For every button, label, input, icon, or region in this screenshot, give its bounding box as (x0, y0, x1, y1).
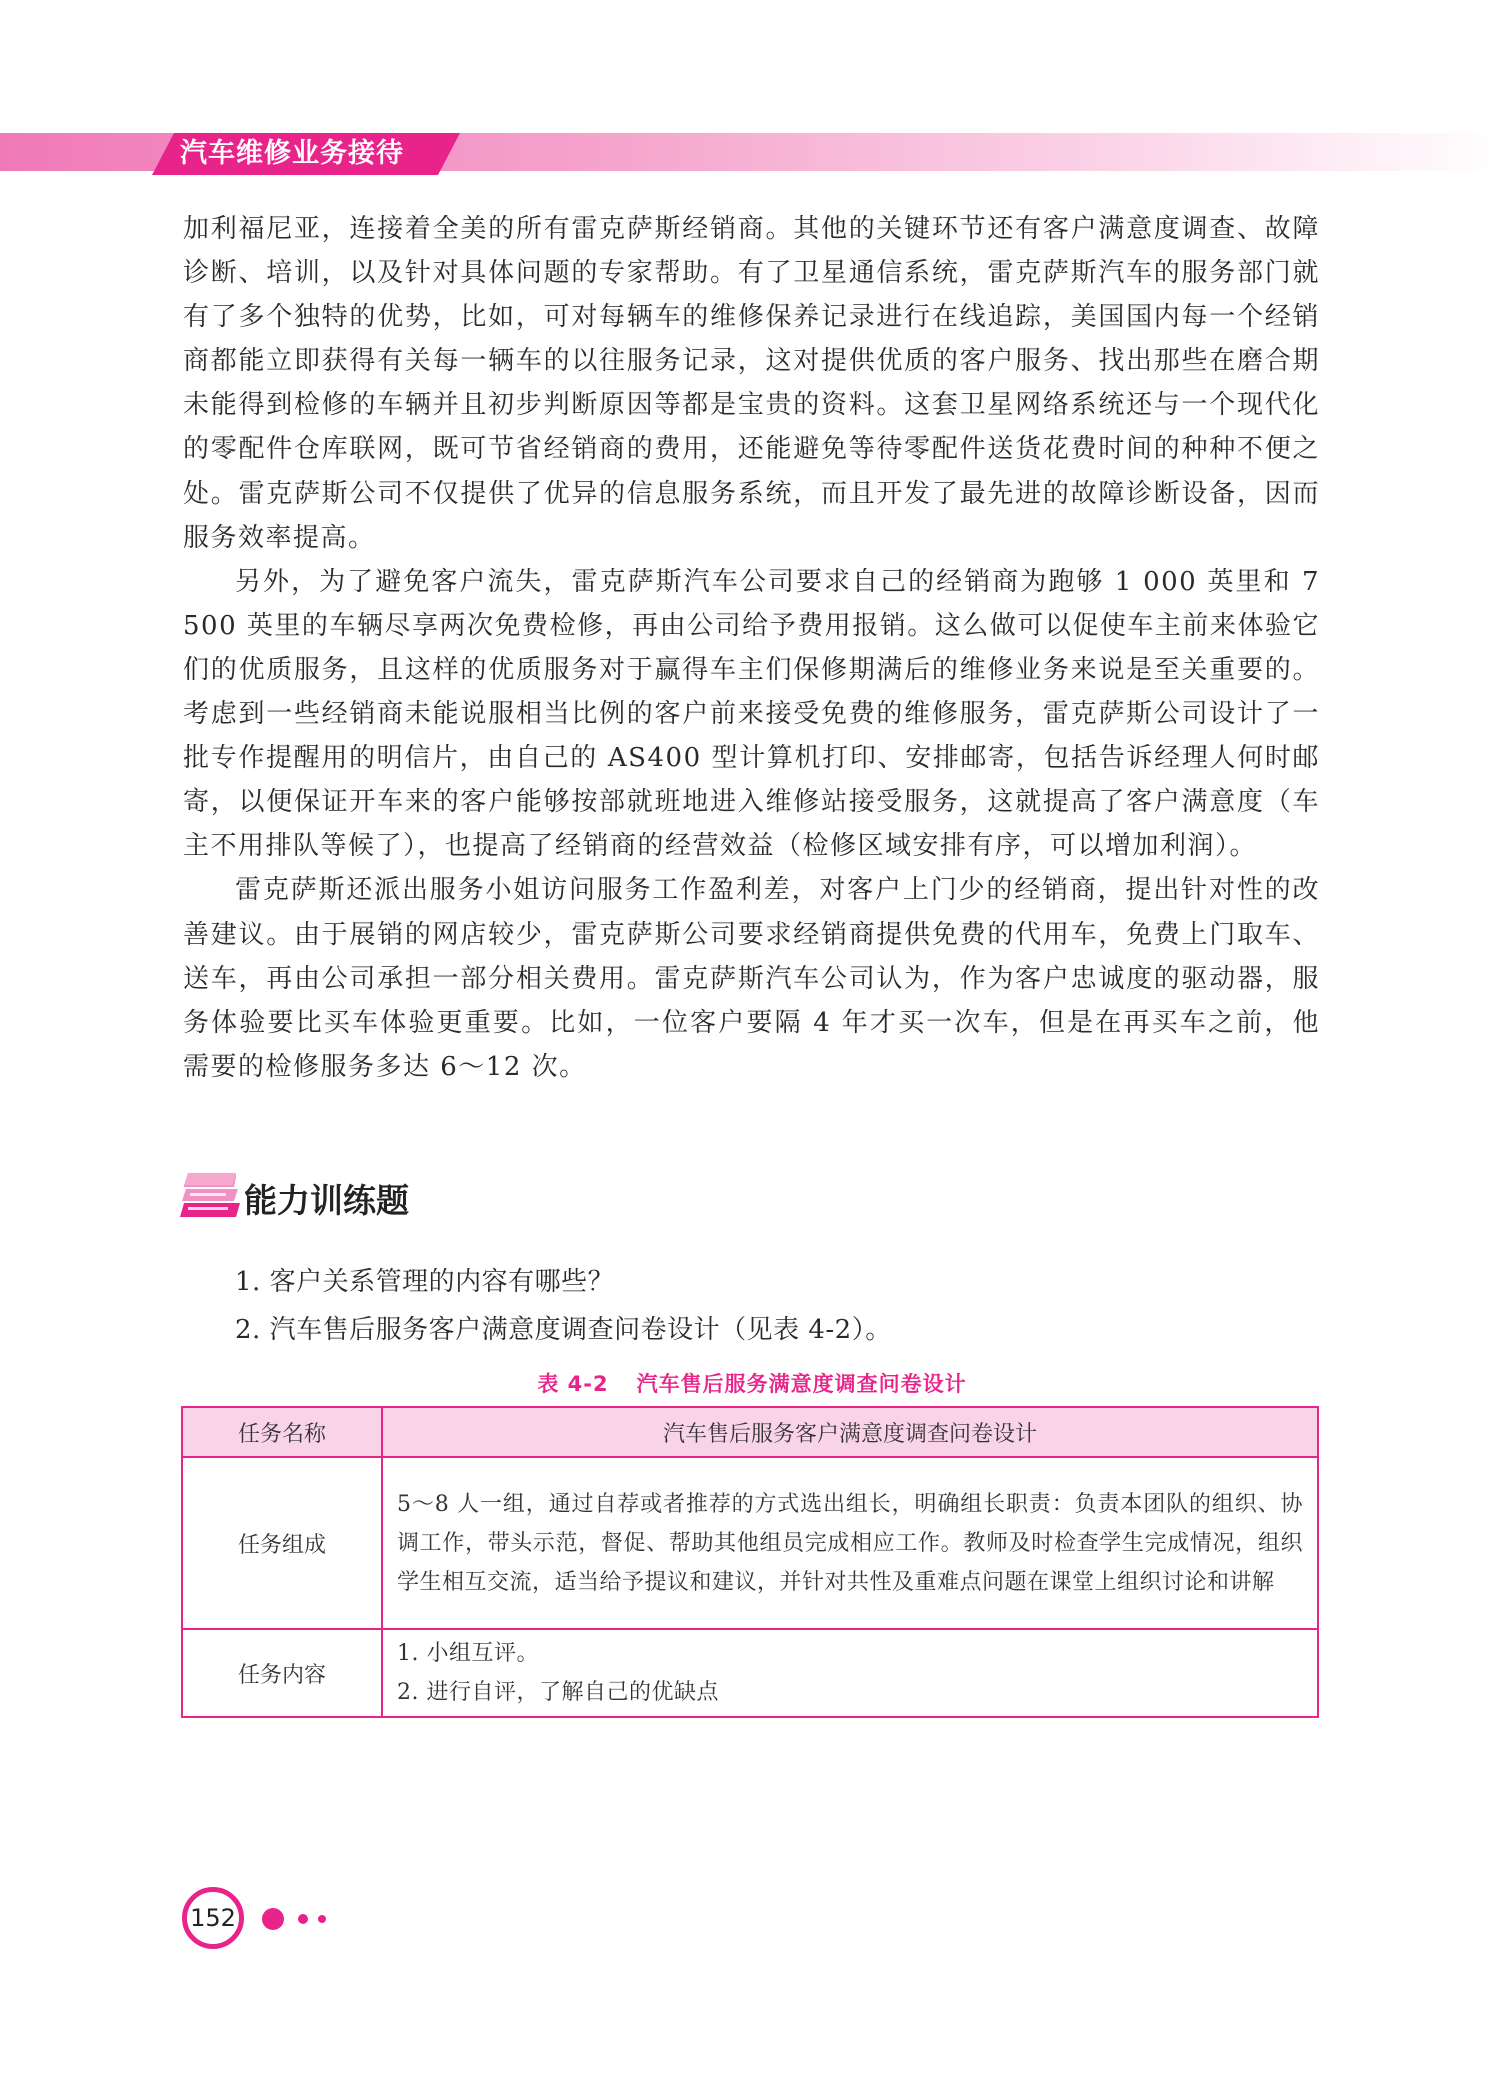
row-label: 任务内容 (182, 1629, 382, 1717)
row-content (382, 1629, 1318, 1717)
question-list (235, 1258, 892, 1354)
dot-decoration (262, 1908, 284, 1930)
question-item: 1. 客户关系管理的内容有哪些？ (235, 1267, 615, 1297)
paragraph: 加利福尼亚，连接着全美的所有雷克萨斯经销商。其他的关键环节还有客户满意度调查、故障诊断、培训，以及针对具体问题的专家帮助。有了卫星通信系统，雷克萨斯汽车的服务部门就有了多个独特的优势，比如，可对每辆车的维修保养记录进行在线追踪，美国国内每一个经销商都能立即获得有关每一辆车的以往服务记录，这对提供优质的客户服务、找出那些在磨合期未能得到检修的车辆并且初步判断原因等都是宝贵的资料。这套卫星网络系统还与一个现代化的零配件仓库联网，既可节省经销商的费用，还能避免等待零配件送货花费时间的种种不便之处。雷克萨斯公司不仅提供了优异的信息服务系统，而且开发了最先进的故障诊断设备，因而服务效率提高。 (183, 214, 1320, 553)
dot-decoration (298, 1914, 308, 1924)
row-label: 任务组成 (182, 1457, 382, 1629)
table-row (182, 1457, 1318, 1629)
table-caption (0, 1368, 1504, 1398)
body-text (183, 207, 1320, 1089)
table-row (182, 1629, 1318, 1717)
row-line: 5～8 人一组，通过自荐或者推荐的方式选出组长，明确组长职责：负责本团队的组织、协调工作，带头示范，督促、帮助其他组员完成相应工作。教师及时检查学生完成情况，组织学生相互交流，适当给予提议和建议，并针对共性及重难点问题在课堂上组织讨论和讲解 (397, 1491, 1303, 1595)
row-line: 1. 小组互评。 (397, 1641, 539, 1666)
paragraph: 雷克萨斯还派出服务小姐访问服务工作盈利差，对客户上门少的经销商，提出针对性的改善建议。由于展销的网店较少，雷克萨斯公司要求经销商提供免费的代用车，免费上门取车、送车，再由公司承担一部分相关费用。雷克萨斯汽车公司认为，作为客户忠诚度的驱动器，服务体验要比买车体验更重要。比如，一位客户要隔 4 年才买一次车，但是在再买车之前，他需要的检修服务多达 6～12 次。 (183, 875, 1320, 1082)
task-table (181, 1406, 1319, 1718)
books-icon (178, 1165, 244, 1221)
book-title: 汽车维修业务接待 (180, 138, 404, 169)
table-header-row (182, 1407, 1318, 1457)
question-item: 2. 汽车售后服务客户满意度调查问卷设计（见表 4-2）。 (235, 1315, 892, 1345)
section-title: 能力训练题 (244, 1181, 409, 1220)
row-content (382, 1457, 1318, 1629)
table-number: 表 4-2 (537, 1372, 609, 1396)
table-header-label: 任务名称 (182, 1407, 382, 1457)
paragraph: 另外，为了避免客户流失，雷克萨斯汽车公司要求自己的经销商为跑够 1 000 英里和 7 500 英里的车辆尽享两次免费检修，再由公司给予费用报销。这么做可以促使车主前来体验它们的优质服务，且这样的优质服务对于赢得车主们保修期满后的维修业务来说是至关重要的。考虑到一些经销商未能说服相当比例的客户前来接受免费的维修服务，雷克萨斯公司设计了一批专作提醒用的明信片，由自己的 AS400 型计算机打印、安排邮寄，包括告诉经理人何时邮寄，以便保证开车来的客户能够按部就班地进入维修站接受服务，这就提高了客户满意度（车主不用排队等候了），也提高了经销商的经营效益（检修区域安排有序，可以增加利润）。 (183, 566, 1320, 862)
dot-decoration (318, 1915, 326, 1923)
table-title: 汽车售后服务满意度调查问卷设计 (636, 1372, 967, 1396)
row-line: 2. 进行自评，了解自己的优缺点 (397, 1680, 719, 1705)
page-number: 152 (182, 1887, 244, 1949)
table-header-value: 汽车售后服务客户满意度调查问卷设计 (382, 1407, 1318, 1457)
